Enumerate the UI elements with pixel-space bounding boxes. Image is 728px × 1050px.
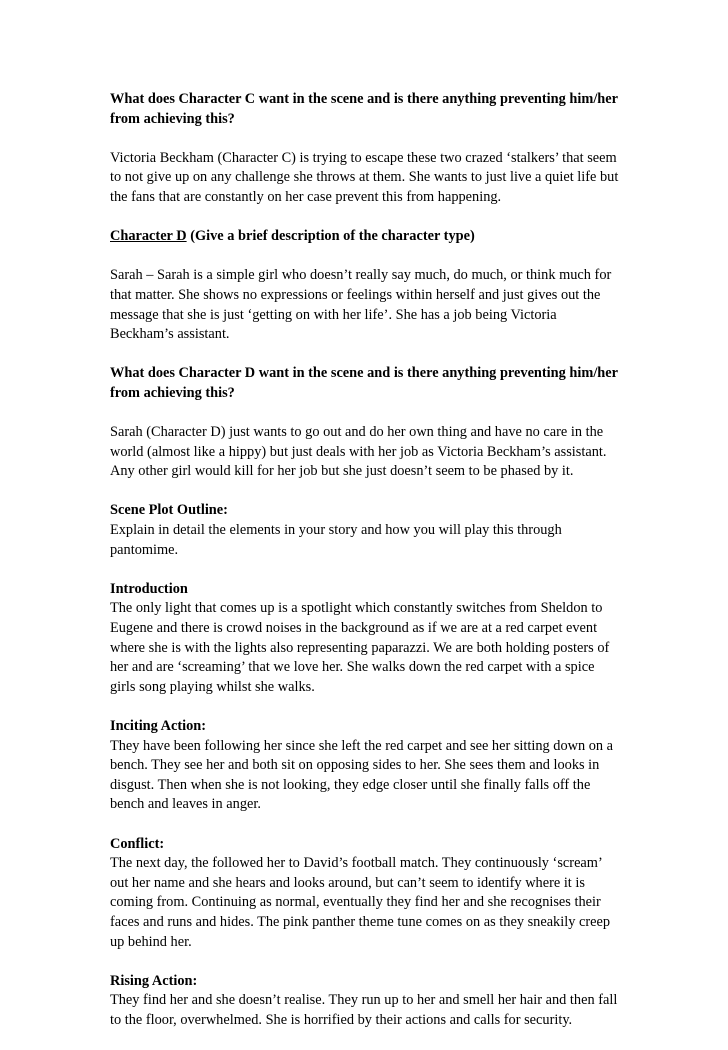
inciting-action-heading: Inciting Action: (110, 718, 207, 734)
character-d-prompt: (Give a brief description of the character type) (186, 228, 475, 245)
character-d-heading (110, 227, 622, 247)
inciting-action-section (110, 717, 622, 815)
character-d-label: Character D (110, 228, 187, 245)
conflict-text: The next day, the followed her to David’s football match. They continuously ‘scream’ out her name and she hears and looks around, but can’t seem to identify where it is coming from. Continuing as normal, eventually they find her and she recognises their faces and runs and hides. The pink panther theme tune comes on as they sneakily creep up behind her. (110, 855, 611, 950)
introduction-section (110, 580, 622, 698)
character-d-question: What does Character D want in the scene and is there anything preventing him/her from achieving this? (110, 365, 618, 401)
rising-action-text: They find her and she doesn’t realise. They run up to her and smell her hair and then fall to the floor, overwhelmed. She is horrified by their actions and calls for security. (110, 992, 618, 1028)
document-body (110, 90, 622, 1050)
character-c-answer: Victoria Beckham (Character C) is trying to escape these two crazed ‘stalkers’ that seem to not give up on any challenge she throws at them. She wants to just live a quiet life but the fans that are constantly on her case prevent this from happening. (110, 149, 619, 205)
rising-action-section (110, 972, 622, 1031)
plot-outline-section (110, 501, 622, 560)
plot-outline-heading: Scene Plot Outline: (110, 502, 228, 519)
plot-outline-instruction: Explain in detail the elements in your story and how you will play this through pantomime. (110, 522, 562, 558)
inciting-action-text: They have been following her since she left the red carpet and see her sitting down on a bench. They see her and both sit on opposing sides to her. She sees them and looks in disgust. Then when she is not looking, they edge closer until she finally falls off the bench and leaves in anger. (110, 737, 614, 813)
introduction-heading: Introduction (110, 580, 188, 597)
character-d-description: Sarah – Sarah is a simple girl who doesn’t really say much, do much, or think much for that matter. She shows no expressions or feelings within herself and just gives out the message that she is just ‘getting on with her life’. She has a job being Victoria Beckham’s assistant. (110, 267, 612, 343)
character-c-question: What does Character C want in the scene and is there anything preventing him/her from achieving this? (110, 91, 618, 127)
introduction-text: The only light that comes up is a spotlight which constantly switches from Sheldon to Eugene and there is crowd noises in the background as if we are at a red carpet event where she is with the lights also representing paparazzi. We are both holding posters of her and are ‘screaming’ that we love her. She walks down the red carpet with a spice girls song playing whilst she walks. (110, 600, 610, 695)
conflict-section (110, 835, 622, 953)
character-d-answer: Sarah (Character D) just wants to go out and do her own thing and have no care in the world (almost like a hippy) but just deals with her job as Victoria Beckham’s assistant. Any other girl would kill for her job but she just doesn’t seem to be phased by it. (110, 424, 607, 480)
conflict-heading: Conflict: (110, 835, 165, 852)
rising-action-heading: Rising Action: (110, 972, 198, 989)
